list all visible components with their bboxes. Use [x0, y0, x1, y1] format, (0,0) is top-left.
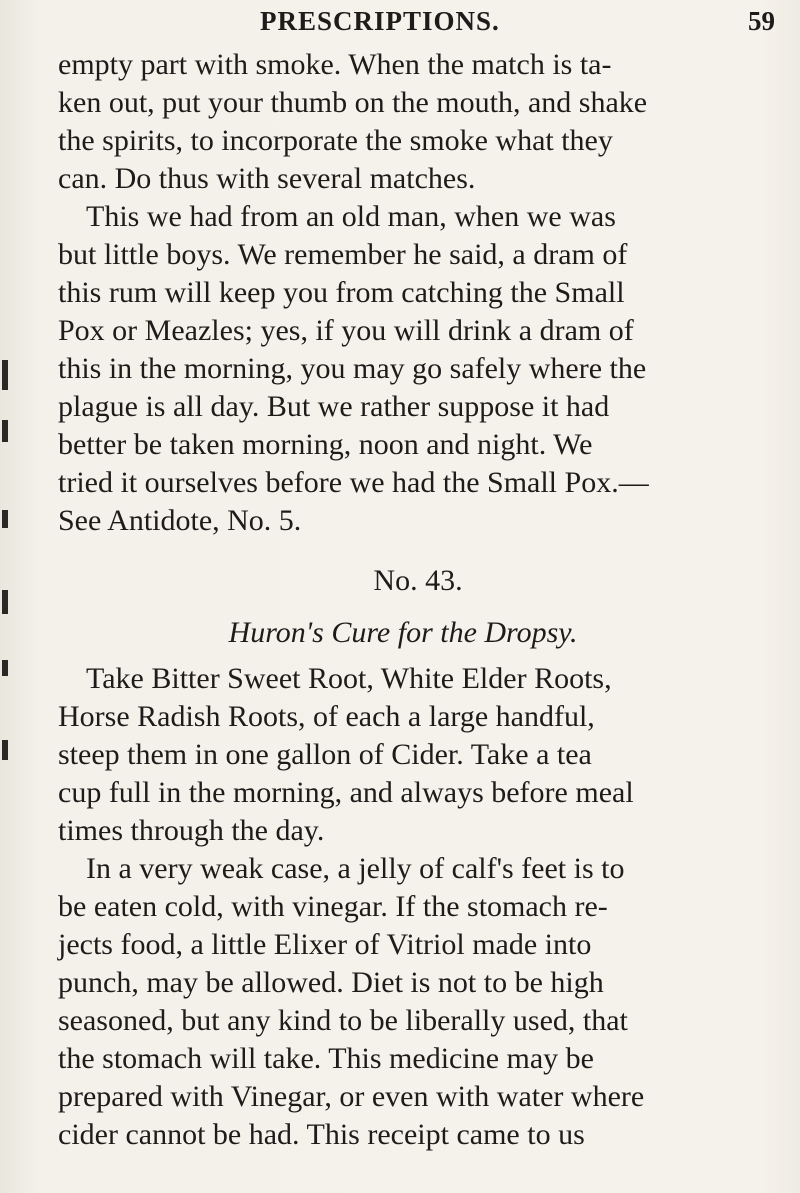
section-title: Huron's Cure for the Dropsy. — [228, 616, 578, 649]
text-line: times through the day. — [58, 814, 325, 847]
text-line: empty part with smoke. When the match is ta- — [58, 48, 612, 81]
text-line: cup full in the morning, and always before meal — [58, 776, 634, 809]
page-number: 59 — [748, 6, 775, 36]
paragraph-1 — [58, 46, 798, 198]
section-number: No. 43. — [373, 564, 463, 597]
page-body — [58, 46, 798, 1154]
text-line: this rum will keep you from catching the Small — [58, 276, 625, 309]
text-line: tried it ourselves before we had the Small Pox.— — [58, 466, 649, 499]
text-line: Horse Radish Roots, of each a large handful, — [58, 700, 595, 733]
text-line: ken out, put your thumb on the mouth, and shake — [58, 86, 648, 119]
text-line: prepared with Vinegar, or even with water where — [58, 1080, 645, 1113]
running-head: PRESCRIPTIONS. — [260, 6, 500, 36]
text-line: steep them in one gallon of Cider. Take a tea — [58, 738, 592, 771]
text-line: See Antidote, No. 5. — [58, 504, 302, 537]
text-line: In a very weak case, a jelly of calf's feet is to — [86, 852, 625, 885]
text-line: plague is all day. But we rather suppose it had — [58, 390, 610, 423]
text-line: be eaten cold, with vinegar. If the stomach re- — [58, 890, 608, 923]
text-line: but little boys. We remember he said, a dram of — [58, 238, 628, 271]
paragraph-3 — [58, 660, 798, 850]
text-line: seasoned, but any kind to be liberally used, that — [58, 1004, 628, 1037]
text-line: Pox or Meazles; yes, if you will drink a dram of — [58, 314, 634, 347]
text-line: the spirits, to incorporate the smoke what they — [58, 124, 613, 157]
text-line: jects food, a little Elixer of Vitriol made into — [58, 928, 592, 961]
text-line: this in the morning, you may go safely where the — [58, 352, 647, 385]
text-line: cider cannot be had. This receipt came to us — [58, 1118, 585, 1151]
text-line: This we had from an old man, when we was — [86, 200, 616, 233]
page-header — [0, 4, 800, 44]
paragraph-4 — [58, 850, 798, 1154]
paragraph-2 — [58, 198, 798, 540]
text-line: can. Do thus with several matches. — [58, 162, 476, 195]
text-line: better be taken morning, noon and night. We — [58, 428, 593, 461]
text-line: the stomach will take. This medicine may be — [58, 1042, 594, 1075]
text-line: punch, may be allowed. Diet is not to be high — [58, 966, 604, 999]
margin-marks — [0, 360, 14, 780]
text-line: Take Bitter Sweet Root, White Elder Roots, — [86, 662, 612, 695]
